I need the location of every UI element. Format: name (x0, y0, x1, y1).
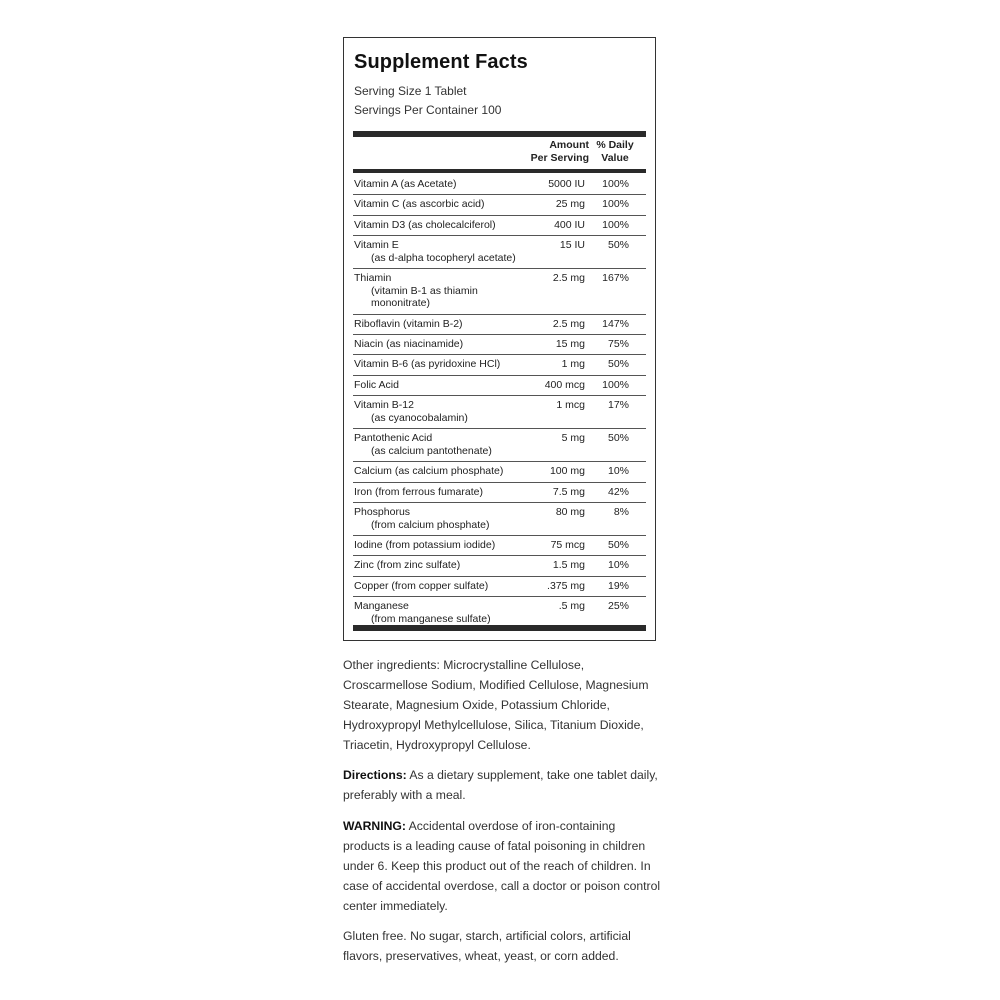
thick-divider (353, 131, 646, 137)
nutrient-label: Vitamin A (as Acetate) (354, 178, 457, 190)
amount-per-serving: 1 mcg (556, 399, 585, 412)
amount-per-serving: .375 mg (547, 579, 585, 592)
table-row (353, 175, 646, 195)
table-row (353, 335, 646, 355)
daily-value: 10% (607, 559, 629, 572)
bottom-divider (353, 625, 646, 631)
table-row (353, 536, 646, 556)
nutrient-name (354, 399, 529, 424)
directions (343, 765, 663, 805)
nutrient-name (354, 465, 529, 478)
table-row (353, 195, 646, 215)
table-row (353, 503, 646, 536)
nutrient-label: Vitamin E (354, 239, 399, 252)
nutrient-label: Calcium (as calcium phosphate) (354, 465, 504, 478)
nutrient-table (353, 175, 646, 630)
daily-value: 100% (602, 378, 629, 391)
nutrient-name (354, 506, 529, 531)
table-row (353, 577, 646, 597)
daily-value: 19% (607, 579, 629, 592)
nutrient-label: Vitamin D3 (as cholecalciferol) (354, 218, 496, 231)
amount-per-serving: 5 mg (561, 432, 585, 445)
other-ingredients: Other ingredients: Microcrystalline Cellulose, Croscarmellose Sodium, Modified Cellulose, Magnesium Stearate, Magnesium Oxide, Potassium Chloride, Hydroxypropyl Methylcellulose, Silica, Titanium Dioxide, Triacetin, Hydroxypropyl Cellulose. (343, 658, 649, 752)
daily-value: 100% (602, 178, 629, 190)
daily-value: 100% (602, 198, 629, 211)
warning-text: Accidental overdose of iron-containing products is a leading cause of fatal poisoning in children under 6. Keep this product out of the reach of children. In case of accidental overdose, call a doctor or poison control center immediately. (343, 819, 661, 913)
servings-per-container: Servings Per Container 100 (354, 103, 502, 117)
daily-value: 25% (607, 600, 629, 613)
nutrient-label: Copper (from copper sulfate) (354, 579, 489, 592)
amount-per-serving: 80 mg (555, 506, 585, 519)
amount-per-serving: 25 mg (555, 198, 585, 211)
nutrient-label: Vitamin C (as ascorbic acid) (354, 198, 485, 211)
nutrient-name (354, 600, 529, 625)
table-row (353, 315, 646, 335)
daily-value-column-header: % Daily Value (596, 139, 634, 164)
amount-per-serving: 2.5 mg (552, 272, 585, 285)
table-row (353, 462, 646, 482)
nutrient-name (354, 580, 529, 593)
daily-value: 147% (602, 317, 629, 330)
amount-per-serving: 15 mg (555, 338, 585, 351)
nutrient-name (354, 559, 529, 572)
daily-value: 75% (607, 338, 629, 351)
daily-value: 42% (607, 485, 629, 498)
nutrient-source: mononitrate) (371, 297, 430, 310)
nutrient-label: Niacin (as niacinamide) (354, 338, 464, 351)
nutrient-name (354, 539, 529, 552)
daily-value: 8% (613, 506, 629, 519)
daily-value: 50% (607, 358, 629, 371)
nutrient-name (354, 318, 529, 331)
supplement-facts-panel (343, 37, 656, 641)
directions-text: As a dietary supplement, take one tablet daily, preferably with a meal. (343, 768, 658, 802)
amount-per-serving: 75 mcg (550, 539, 585, 552)
nutrient-label: Iron (from ferrous fumarate) (354, 485, 483, 498)
table-row (353, 396, 646, 429)
header-divider (353, 169, 646, 173)
amount-per-serving: 15 IU (559, 239, 585, 252)
nutrient-name (354, 486, 529, 499)
nutrient-label: Riboflavin (vitamin B-2) (354, 317, 463, 330)
daily-value: 50% (607, 432, 629, 445)
table-row (353, 376, 646, 396)
amount-per-serving: 5000 IU (548, 178, 585, 190)
nutrient-name (354, 358, 529, 371)
nutrient-label: Vitamin B-6 (as pyridoxine HCl) (354, 358, 501, 371)
gluten-free-note: Gluten free. No sugar, starch, artificial colors, artificial flavors, preservatives, wheat, yeast, or corn added. (343, 929, 631, 963)
warning (343, 816, 663, 916)
nutrient-label: Iodine (from potassium iodide) (354, 539, 496, 552)
amount-per-serving: 1 mg (561, 358, 585, 371)
table-row (353, 556, 646, 576)
nutrient-name (354, 379, 529, 392)
amount-per-serving: 400 IU (554, 218, 585, 231)
nutrient-label: Zinc (from zinc sulfate) (354, 559, 461, 572)
nutrient-label: Folic Acid (354, 378, 399, 391)
table-row (353, 429, 646, 462)
nutrient-source: (from manganese sulfate) (371, 612, 491, 625)
nutrient-name (354, 272, 529, 310)
nutrient-label: Manganese (354, 600, 409, 613)
directions-label: Directions: (343, 768, 407, 782)
nutrient-source: (as cyanocobalamin) (371, 411, 468, 424)
nutrient-source: (vitamin B-1 as thiamin (371, 284, 478, 297)
amount-per-serving: 400 mcg (544, 378, 585, 391)
daily-value: 10% (607, 465, 629, 478)
nutrient-label: Pantothenic Acid (354, 432, 433, 445)
table-row (353, 355, 646, 375)
amount-column-header: Amount Per Serving (530, 139, 589, 164)
nutrient-source: (as calcium pantothenate) (371, 444, 492, 457)
daily-value: 17% (607, 399, 629, 412)
table-row (353, 483, 646, 503)
amount-per-serving: .5 mg (558, 600, 585, 613)
amount-per-serving: 2.5 mg (552, 317, 585, 330)
serving-size: Serving Size 1 Tablet (354, 84, 467, 98)
nutrient-label: Thiamin (354, 272, 392, 285)
nutrient-label: Phosphorus (354, 506, 411, 519)
nutrient-name (354, 219, 529, 232)
table-row (353, 269, 646, 315)
nutrient-name (354, 198, 529, 211)
daily-value: 50% (607, 539, 629, 552)
nutrient-name (354, 338, 529, 351)
table-row (353, 216, 646, 236)
daily-value: 50% (607, 239, 629, 252)
nutrient-source: (as d-alpha tocopheryl acetate) (371, 251, 516, 264)
nutrient-label: Vitamin B-12 (354, 399, 414, 412)
amount-per-serving: 1.5 mg (552, 559, 585, 572)
warning-label: WARNING: (343, 819, 406, 833)
amount-per-serving: 7.5 mg (552, 485, 585, 498)
nutrient-name (354, 432, 529, 457)
nutrient-name (354, 178, 529, 191)
nutrient-name (354, 239, 529, 264)
nutrient-source: (from calcium phosphate) (371, 518, 490, 531)
panel-title: Supplement Facts (354, 51, 528, 73)
amount-per-serving: 100 mg (549, 465, 585, 478)
daily-value: 167% (602, 272, 629, 285)
table-row (353, 236, 646, 269)
daily-value: 100% (602, 218, 629, 231)
